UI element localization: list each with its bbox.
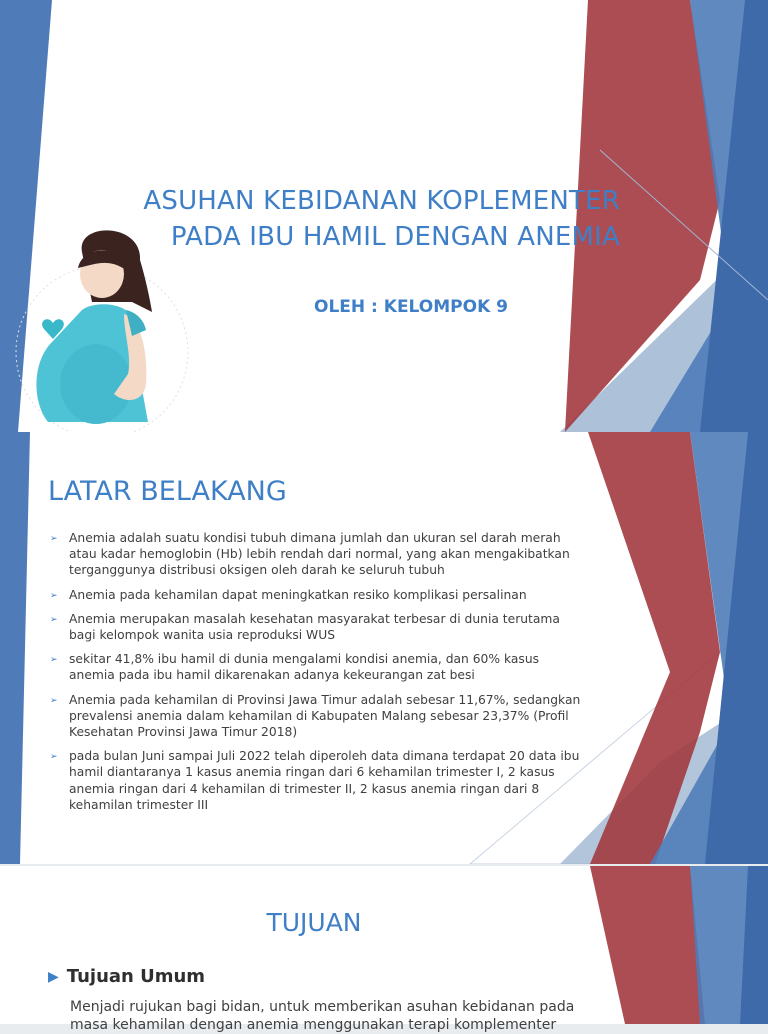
presentation-subtitle: OLEH : KELOMPOK 9: [314, 297, 508, 317]
presentation-title: [60, 183, 620, 255]
title-slide: [0, 0, 768, 432]
arrow-bullet-icon: ➢: [50, 752, 58, 763]
pregnant-woman-illustration: [14, 224, 194, 432]
list-item: ➢ sekitar 41,8% ibu hamil di dunia mengalami kondisi anemia, dan 60% kasus anemia pada ibu hamil dikarenakan adanya kekeurangan zat besi: [50, 652, 540, 683]
arrow-bullet-icon: ➢: [50, 590, 58, 601]
list-item: ➢ Anemia pada kehamilan dapat meningkatkan resiko komplikasi persalinan: [50, 587, 585, 603]
list-item: ➢ pada bulan Juni sampai Juli 2022 telah diperoleh data dimana terdapat 20 data ibu hamil diantaranya 1 kasus anemia ringan dari 6 kehamilan trimester I, 2 kasus anemia ringan dari 4 kehamilan di trimester II, 2 kasus anemia ringan dari 8 kehamilan trimester III: [50, 749, 580, 812]
list-item: ➢ Anemia pada kehamilan di Provinsi Jawa Timur adalah sebesar 11,67%, sedangkan prevalensi anemia dalam kehamilan di Kabupaten Malang sebesar 23,37% (Profil Kesehatan Provinsi Jawa Timur 2018): [50, 692, 581, 740]
title-line-1: ASUHAN KEBIDANAN KOPLEMENTER: [143, 186, 620, 216]
arrow-bullet-icon: ➢: [50, 695, 58, 706]
subsection-heading: [48, 966, 205, 987]
section-heading: TUJUAN: [266, 908, 362, 937]
list-item: ➢ Anemia merupakan masalah kesehatan masyarakat terbesar di dunia terutama bagi kelompok wanita usia reproduksi WUS: [50, 611, 560, 643]
arrow-bullet-icon: ➢: [50, 534, 58, 544]
objective-text: Menjadi rujukan bagi bidan, untuk memberikan asuhan kebidanan pada masa kehamilan dengan anemia menggunakan terapi komplementer: [70, 999, 575, 1033]
arrow-bullet-icon: ➢: [50, 655, 58, 666]
title-line-2: PADA IBU HAMIL DENGAN ANEMIA: [170, 222, 620, 252]
subsection-label: Tujuan Umum: [66, 966, 206, 987]
background-bullet-list: [50, 530, 585, 821]
arrow-bullet-icon: ➢: [50, 614, 58, 625]
section-heading: LATAR BELAKANG: [48, 476, 287, 507]
list-item: ➢ Anemia adalah suatu kondisi tubuh dimana jumlah dan ukuran sel darah merah atau kadar hemoglobin (Hb) lebih rendah dari normal, yang akan mengakibatkan terganggunya distribusi oksigen oleh darah ke seluruh tubuh: [50, 531, 570, 578]
triangle-bullet-icon: ▶: [48, 968, 59, 985]
